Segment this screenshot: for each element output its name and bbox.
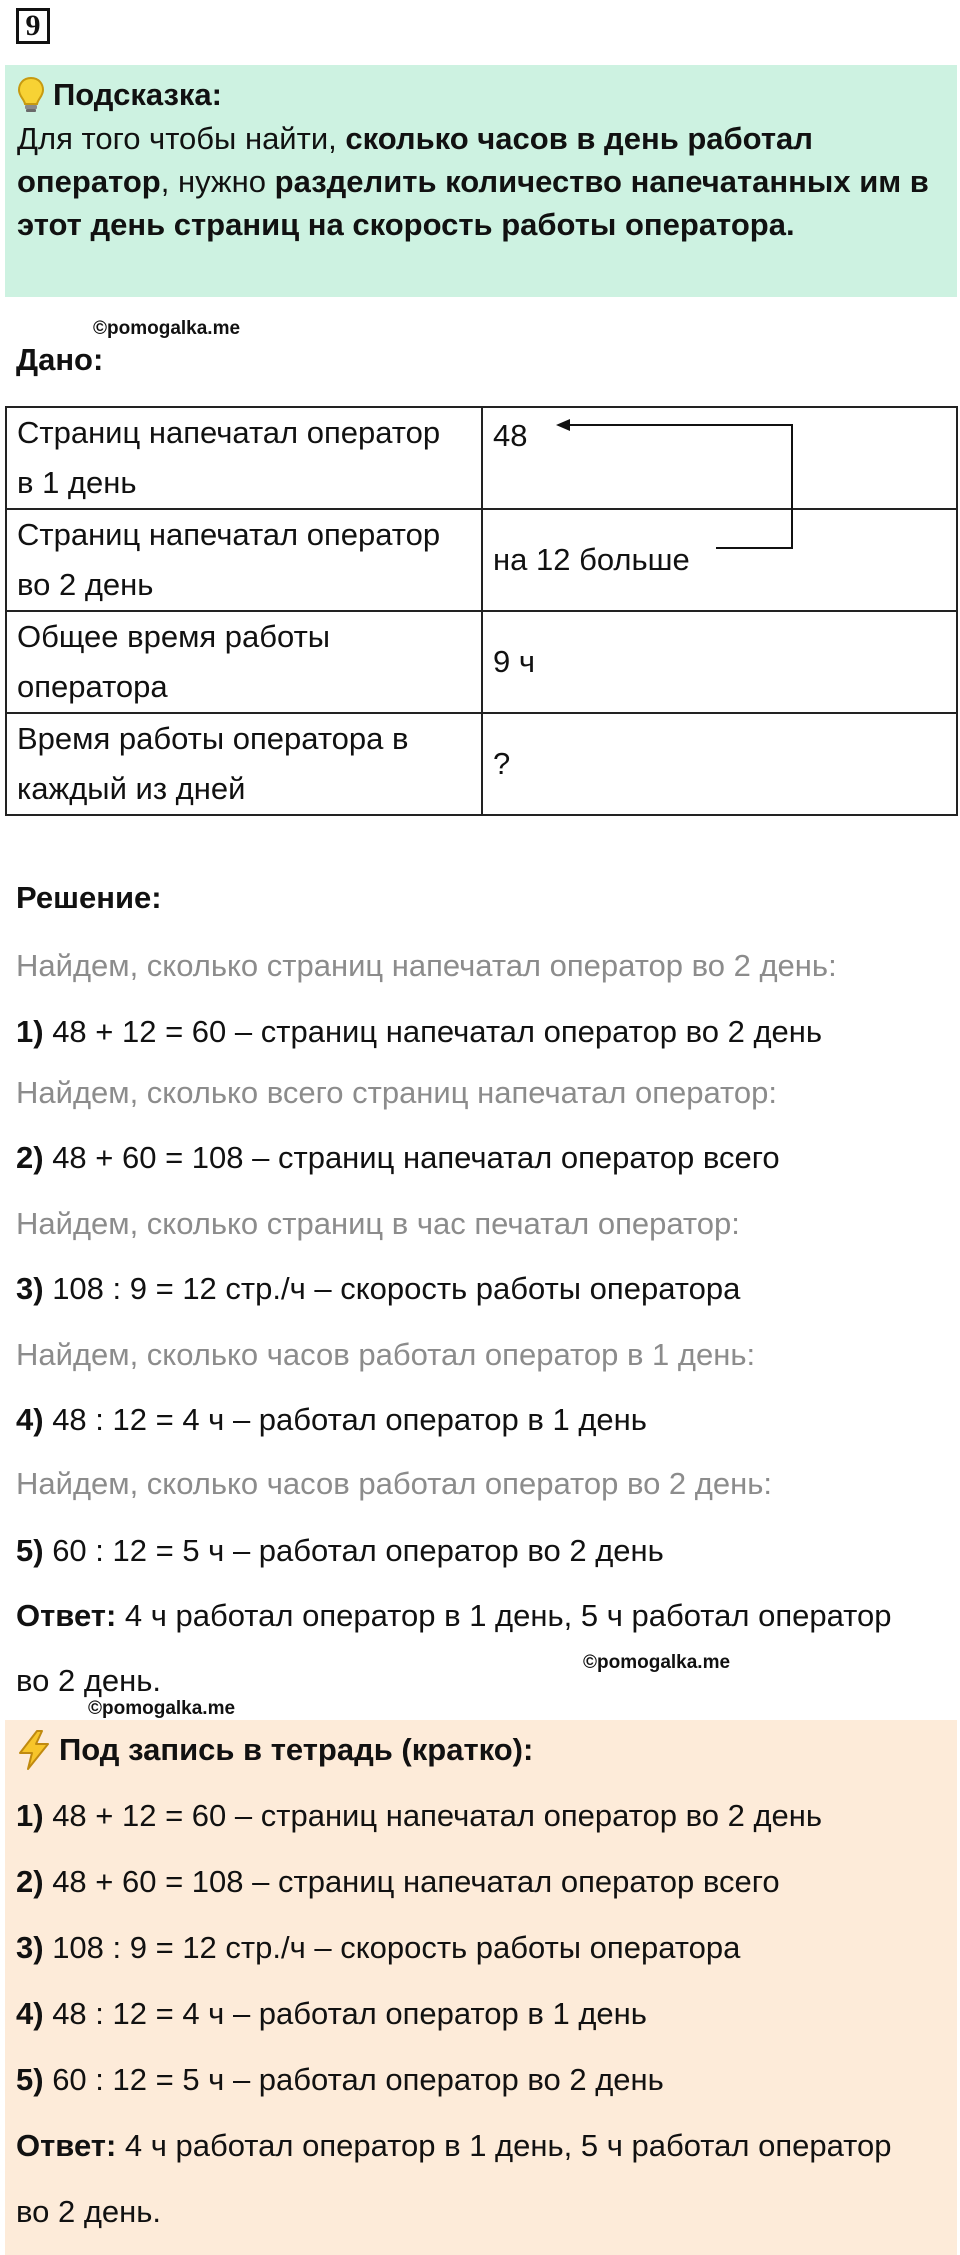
hint-text-bold: разделить количество напечатанных им в xyxy=(274,164,929,199)
explanation-line: Найдем, сколько часов работал оператор в 1 день: xyxy=(16,1337,756,1372)
notes-answer-line: во 2 день. xyxy=(16,2194,162,2229)
explanation-line: Найдем, сколько всего страниц напечатал оператор: xyxy=(16,1075,777,1110)
given-label: Время работы оператора в каждый из дней xyxy=(6,713,482,815)
short-notes-header xyxy=(17,1730,533,1770)
notes-answer-line: Ответ: 4 ч работал оператор в 1 день, 5 ч работал оператор xyxy=(16,2128,892,2163)
hint-text-part: Для того чтобы найти, xyxy=(17,121,346,156)
hint-title: Подсказка: xyxy=(53,77,222,112)
given-value: 48 xyxy=(482,407,957,509)
short-notes-title: Под запись в тетрадь (кратко): xyxy=(59,1732,534,1767)
hint-text-part: , нужно xyxy=(160,164,275,199)
watermark: ©pomogalka.me xyxy=(583,1652,731,1673)
notes-step: 1) 48 + 12 = 60 – страниц напечатал оператор во 2 день xyxy=(16,1798,823,1833)
given-label: Страниц напечатал оператор во 2 день xyxy=(6,509,482,611)
lightning-icon xyxy=(17,1730,51,1770)
task-number: 9 xyxy=(16,8,50,44)
solution-step: 5) 60 : 12 = 5 ч – работал оператор во 2 день xyxy=(16,1533,664,1568)
hint-text-bold: сколько часов в день работал xyxy=(345,121,813,156)
watermark: ©pomogalka.me xyxy=(88,1698,236,1719)
solution-step: 1) 48 + 12 = 60 – страниц напечатал оператор во 2 день xyxy=(16,1014,823,1049)
given-value: на 12 больше xyxy=(482,509,957,611)
table-row xyxy=(6,611,957,713)
watermark: ©pomogalka.me xyxy=(93,318,241,339)
table-row xyxy=(6,713,957,815)
hint-text-bold: оператор xyxy=(17,164,161,199)
notes-step: 2) 48 + 60 = 108 – страниц напечатал оператор всего xyxy=(16,1864,780,1899)
given-value: ? xyxy=(482,713,957,815)
answer-line: Ответ: 4 ч работал оператор в 1 день, 5 ч работал оператор xyxy=(16,1598,892,1633)
explanation-line: Найдем, сколько страниц в час печатал оператор: xyxy=(16,1206,740,1241)
hint-text-bold: этот день страниц на скорость работы оператора. xyxy=(17,207,795,242)
solution-title: Решение: xyxy=(16,880,162,915)
notes-step: 5) 60 : 12 = 5 ч – работал оператор во 2 день xyxy=(16,2062,664,2097)
short-notes-panel xyxy=(5,1720,957,2255)
solution-step: 4) 48 : 12 = 4 ч – работал оператор в 1 день xyxy=(16,1402,647,1437)
solution-step: 3) 108 : 9 = 12 стр./ч – скорость работы оператора xyxy=(16,1271,741,1306)
explanation-line: Найдем, сколько страниц напечатал оператор во 2 день: xyxy=(16,948,837,983)
given-title: Дано: xyxy=(16,342,104,377)
explanation-line: Найдем, сколько часов работал оператор во 2 день: xyxy=(16,1466,772,1501)
comparison-arrow xyxy=(0,0,960,600)
given-label: Страниц напечатал оператор в 1 день xyxy=(6,407,482,509)
notes-step: 4) 48 : 12 = 4 ч – работал оператор в 1 день xyxy=(16,1996,647,2031)
given-label: Общее время работы оператора xyxy=(6,611,482,713)
solution-step: 2) 48 + 60 = 108 – страниц напечатал оператор всего xyxy=(16,1140,780,1175)
given-value: 9 ч xyxy=(482,611,957,713)
notes-step: 3) 108 : 9 = 12 стр./ч – скорость работы оператора xyxy=(16,1930,741,1965)
answer-line: во 2 день. xyxy=(16,1663,162,1698)
